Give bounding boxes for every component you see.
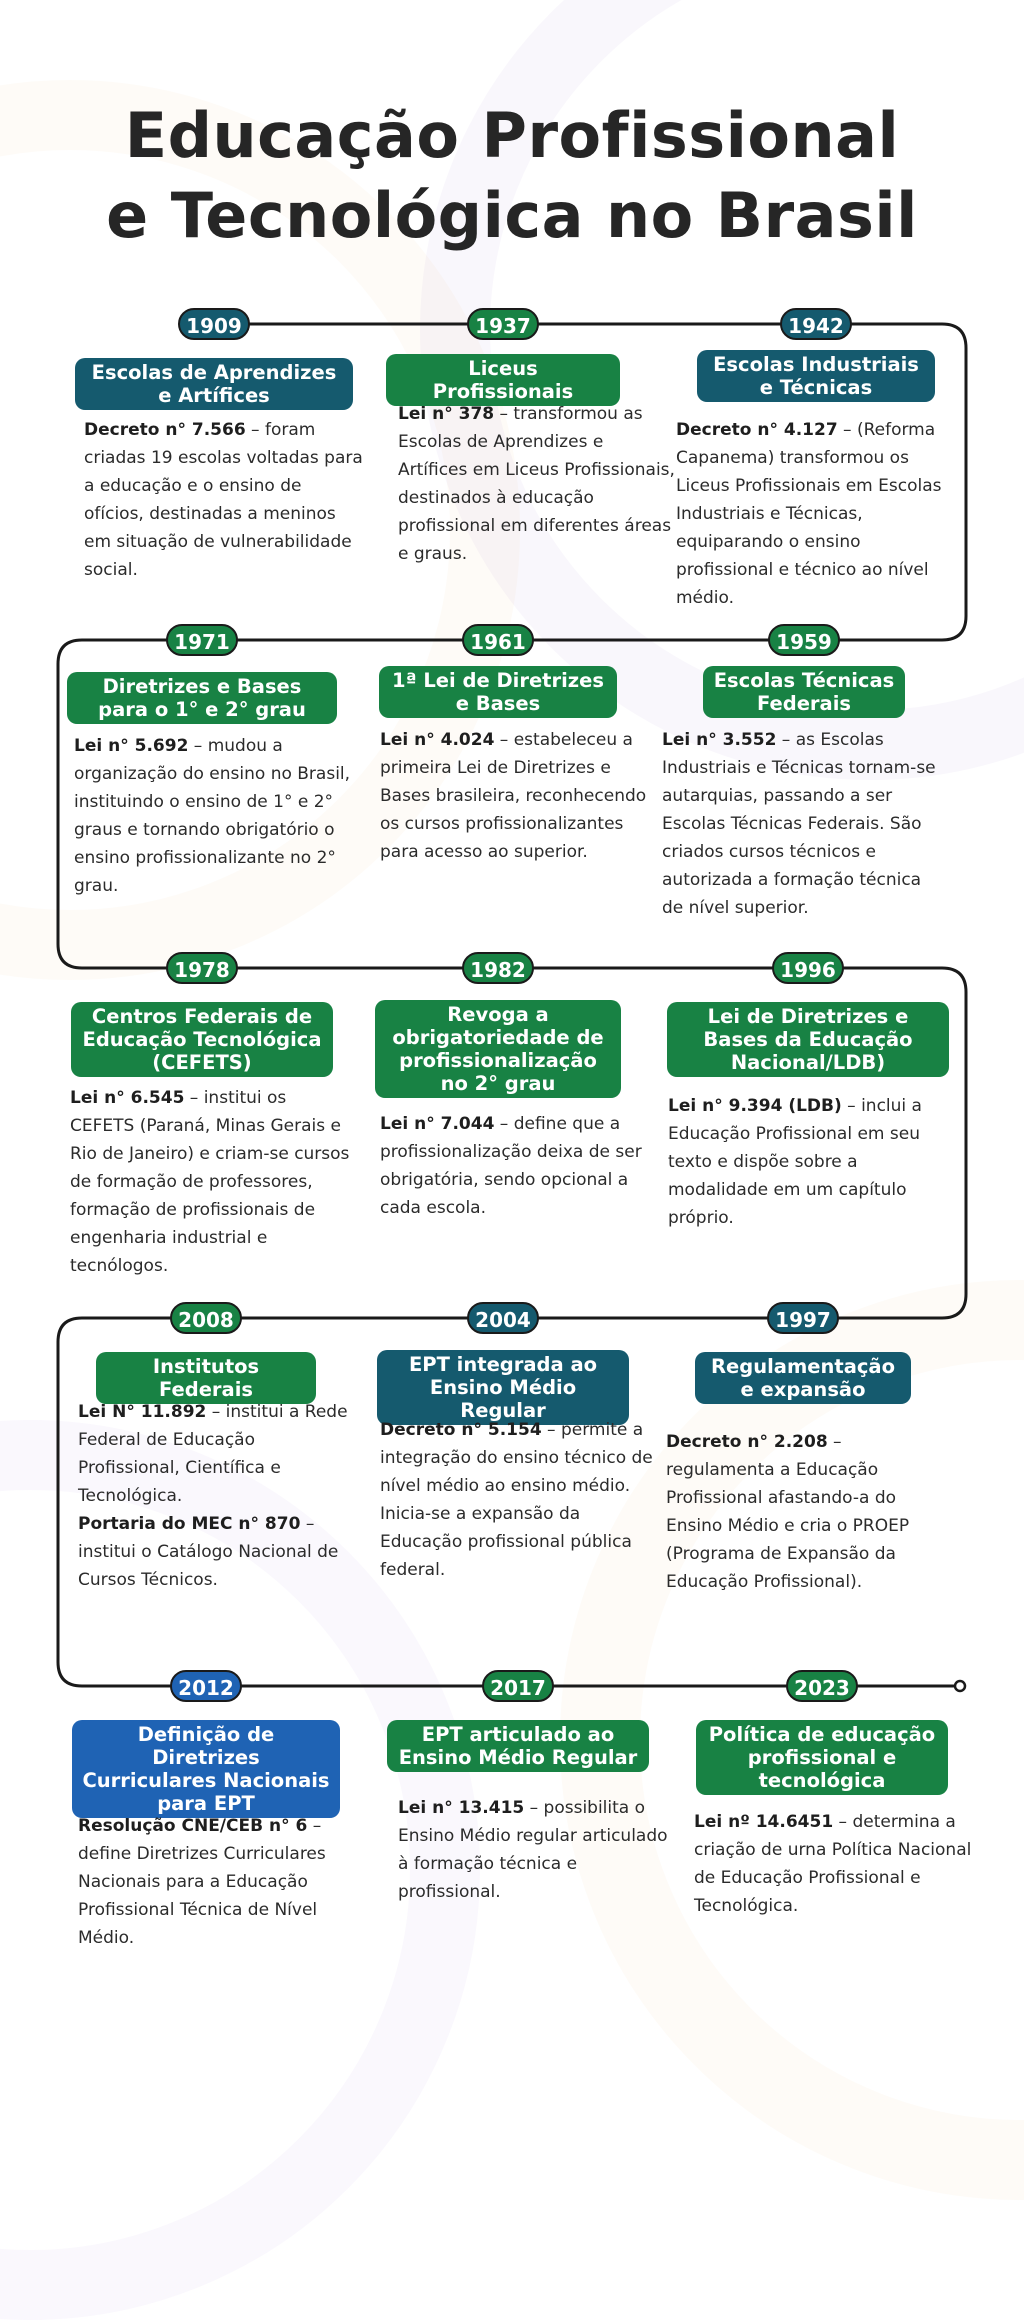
law-reference: Decreto n° 2.208 [666, 1432, 828, 1452]
year-pill-1996: 1996 [772, 952, 844, 984]
law-reference: Decreto n° 7.566 [84, 420, 246, 440]
law-reference: Lei n° 3.552 [662, 730, 777, 750]
law-reference: Lei n° 378 [398, 404, 495, 424]
law-summary: – determina a criação de urna Política Nacional de Educação Profissional e Tecnológica. [694, 1812, 972, 1916]
event-description-1909 [84, 416, 364, 584]
law-summary: – regulamenta a Educação Profissional afastando-a do Ensino Médio e cria o PROEP (Programa de Expansão da Educação Profissional). [666, 1432, 910, 1592]
year-pill-1982: 1982 [462, 952, 534, 984]
year-pill-1937: 1937 [467, 308, 539, 340]
event-description-1971 [74, 732, 354, 900]
law-reference: Lei n° 7.044 [380, 1114, 495, 1134]
year-pill-1997: 1997 [767, 1302, 839, 1334]
event-description-2008 [78, 1398, 358, 1594]
law-summary-secondary: – institui o Catálogo Nacional de Cursos Técnicos. [78, 1514, 339, 1590]
event-heading-1942: Escolas Industriais e Técnicas [697, 350, 935, 402]
year-pill-1942: 1942 [780, 308, 852, 340]
event-heading-1937: Liceus Profissionais [386, 354, 620, 406]
event-heading-1909: Escolas de Aprendizes e Artífices [75, 358, 353, 410]
year-pill-2017: 2017 [482, 1670, 554, 1702]
event-heading-1961: 1ª Lei de Diretrizes e Bases [379, 666, 617, 718]
year-pill-2004: 2004 [467, 1302, 539, 1334]
event-description-1937 [398, 400, 678, 568]
event-heading-1996: Lei de Diretrizes e Bases da Educação Nacional/LDB) [667, 1002, 949, 1077]
year-pill-1909: 1909 [178, 308, 250, 340]
law-summary: – mudou a organização do ensino no Brasil, instituindo o ensino de 1° e 2° graus e tornando obrigatório o ensino profissionalizante no 2° grau. [74, 736, 351, 896]
event-heading-1971: Diretrizes e Bases para o 1° e 2° grau [67, 672, 337, 724]
law-summary: – foram criadas 19 escolas voltadas para a educação e o ensino de ofícios, destinadas a meninos em situação de vulnerabilidade social. [84, 420, 363, 580]
law-summary: – institui a Rede Federal de Educação Profissional, Científica e Tecnológica. [78, 1402, 348, 1506]
event-heading-1959: Escolas Técnicas Federais [703, 666, 905, 718]
event-description-1959 [662, 726, 942, 922]
event-description-1978 [70, 1084, 350, 1280]
law-summary: – estabeleceu a primeira Lei de Diretrizes e Bases brasileira, reconhecendo os cursos profissionalizantes para acesso ao superior. [380, 730, 647, 862]
law-summary: – as Escolas Industriais e Técnicas tornam-se autarquias, passando a ser Escolas Técnicas Federais. São criados cursos técnicos e autorizada a formação técnica de nível superior. [662, 730, 936, 918]
law-reference-secondary: Portaria do MEC n° 870 [78, 1514, 301, 1534]
title-line-1: Educação Profissional [124, 99, 900, 172]
event-description-2023 [694, 1808, 974, 1920]
event-heading-1997: Regulamentação e expansão [695, 1352, 911, 1404]
law-summary: – define Diretrizes Curriculares Nacionais para a Educação Profissional Técnica de Nível Médio. [78, 1816, 326, 1948]
law-summary: – define que a profissionalização deixa de ser obrigatória, sendo opcional a cada escola. [380, 1114, 642, 1218]
law-reference: Lei n° 13.415 [398, 1798, 525, 1818]
event-description-2017 [398, 1794, 678, 1906]
event-description-1996 [668, 1092, 948, 1232]
event-description-1982 [380, 1110, 660, 1222]
law-summary: – permite a integração do ensino técnico de nível médio ao ensino médio. Inicia-se a expansão da Educação profissional pública federal. [380, 1420, 653, 1580]
law-reference: Lei nº 14.6451 [694, 1812, 834, 1832]
law-reference: Lei N° 11.892 [78, 1402, 207, 1422]
title-line-2: e Tecnológica no Brasil [106, 179, 918, 252]
law-summary: – possibilita o Ensino Médio regular articulado à formação técnica e profissional. [398, 1798, 668, 1902]
event-heading-2012: Definição de Diretrizes Curriculares Nacionais para EPT [72, 1720, 340, 1818]
event-heading-2023: Política de educação profissional e tecnológica [696, 1720, 948, 1795]
event-heading-1982: Revoga a obrigatoriedade de profissionalização no 2° grau [375, 1000, 621, 1098]
law-reference: Lei n° 5.692 [74, 736, 189, 756]
year-pill-1961: 1961 [462, 624, 534, 656]
law-reference: Lei n° 6.545 [70, 1088, 185, 1108]
law-reference: Resolução CNE/CEB n° 6 [78, 1816, 308, 1836]
law-reference: Lei n° 9.394 (LDB) [668, 1096, 842, 1116]
year-pill-2012: 2012 [170, 1670, 242, 1702]
law-summary: – inclui a Educação Profissional em seu texto e dispõe sobre a modalidade em um capítulo próprio. [668, 1096, 922, 1228]
law-reference: Decreto n° 5.154 [380, 1420, 542, 1440]
law-reference: Lei n° 4.024 [380, 730, 495, 750]
event-heading-1978: Centros Federais de Educação Tecnológica (CEFETS) [71, 1002, 333, 1077]
timeline-end-marker [955, 1681, 965, 1691]
year-pill-1959: 1959 [768, 624, 840, 656]
event-description-2012 [78, 1812, 358, 1952]
law-summary: – transformou as Escolas de Aprendizes e Artífices em Liceus Profissionais, destinados à educação profissional em diferentes áreas e graus. [398, 404, 675, 564]
event-heading-2004: EPT integrada ao Ensino Médio Regular [377, 1350, 629, 1425]
law-summary: – institui os CEFETS (Paraná, Minas Gerais e Rio de Janeiro) e criam-se cursos de formação de professores, formação de profissionais de engenharia industrial e tecnólogos. [70, 1088, 350, 1276]
event-heading-2008: Institutos Federais [96, 1352, 316, 1404]
event-description-2004 [380, 1416, 660, 1584]
event-description-1961 [380, 726, 660, 866]
event-heading-2017: EPT articulado ao Ensino Médio Regular [387, 1720, 649, 1772]
year-pill-2008: 2008 [170, 1302, 242, 1334]
year-pill-1971: 1971 [166, 624, 238, 656]
event-description-1997 [666, 1428, 946, 1596]
law-summary: – (Reforma Capanema) transformou os Liceus Profissionais em Escolas Industriais e Técnicas, equiparando o ensino profissional e técnico ao nível médio. [676, 420, 942, 608]
year-pill-1978: 1978 [166, 952, 238, 984]
event-description-1942 [676, 416, 956, 612]
law-reference: Decreto n° 4.127 [676, 420, 838, 440]
year-pill-2023: 2023 [786, 1670, 858, 1702]
